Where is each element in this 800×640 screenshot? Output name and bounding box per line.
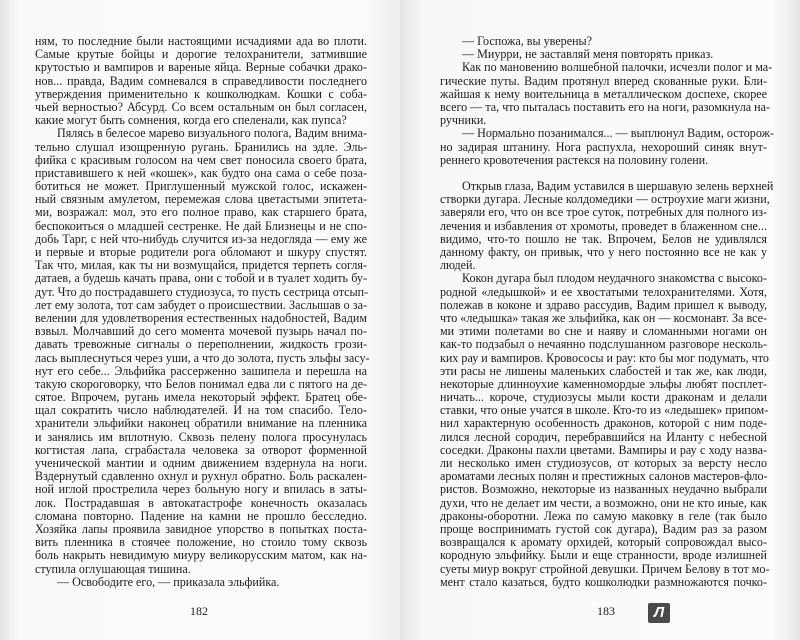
right-page-text — [440, 34, 774, 589]
text-line: ристов. Возможно, некоторые из названных неудачно выбрали — [440, 482, 767, 497]
text-line: ставки, что оные учатся в школе. Кто-то из «ледышек» припом- — [440, 403, 769, 418]
text-line: ный связным амулетом, перемежая слова цветастыми эпитета- — [35, 192, 367, 207]
left-page-text — [35, 34, 370, 589]
text-line: гические путы. Вадим протянул вперед скованные руки. Бли- — [440, 73, 767, 88]
text-line: добь Тарг, с ней что-нибудь случится из-за недогляда — ему же — [35, 231, 367, 246]
text-line: ручники. — [440, 113, 487, 128]
text-line: возвращался к аромату орхидей, который сопровождал высо- — [440, 535, 767, 550]
text-line: Открыв глаза, Вадим уставился в шершавую зелень верхней — [462, 179, 774, 194]
text-line: крутостью и вампиров и вареные яйца. Верные собачки драко- — [35, 60, 367, 75]
text-line: — Освободите его, — приказала эльфийка. — [57, 574, 280, 589]
text-line: беспокоиться о младшей сестренке. Не дай Близнецы и не спо- — [35, 218, 367, 233]
text-line: — Нормально позанимался... — выплюнул Вадим, осторож- — [462, 126, 774, 141]
text-line: нил характерную особенность драконов, которой с ним поде- — [440, 416, 767, 431]
text-line: ми этими полетами во сне и наяву и сломанными ногами он — [440, 324, 767, 339]
publisher-logo: Л — [648, 603, 670, 623]
text-line: такую скороговорку, что Белов понимал едва ли с пятого на де- — [35, 376, 367, 391]
text-line: приставившего к ней «кошек», как будто она сама о себе поза- — [35, 165, 367, 180]
text-line: Так что, милая, как ты ни возмущайся, придется терпеть согля- — [35, 258, 367, 273]
text-line: какие могут быть сомнения, когда его спеленали, как пупса? — [35, 113, 347, 128]
text-line: ми, возражал: мол, это его полное право, как старшего брата, — [35, 205, 367, 220]
text-line: створки дугара. Лесные колдомедики — остроухие маги жизни, — [440, 192, 770, 207]
text-line: лет ему золота, тот сам забудет о происшествии. Заслышав о за- — [35, 297, 367, 312]
text-line: драконы-оборотни. Лежа по самую маковку в геле (так было — [440, 508, 767, 523]
text-line: Хозяйка лапы проявила завидное упорство в попытках поста- — [35, 521, 367, 536]
page-number: 183 — [597, 604, 615, 618]
text-line: лечения и избавления от хромоты, проведет в блаженном сне... — [440, 218, 767, 233]
text-line: Как по мановению волшебной палочки, исчезли полог и ма- — [462, 60, 773, 75]
text-line: давать тревожные сигналы о переполнении, жидкость грози- — [35, 337, 367, 352]
text-line: проще воспринимать густой сок дугара), Вадим раз за разом — [440, 521, 767, 536]
text-line: лок. Пострадавшая в автокатастрофе конечность оказалась — [35, 495, 367, 510]
text-line: когтистая лапа, сграбастала человека за отворот форменной — [35, 442, 367, 457]
text-line: лась выплеснуться через уши, а что до золота, пусть эльфы засу- — [35, 350, 370, 365]
text-line: датаев, а будешь качать права, они с тобой и в туалет ходить бу- — [35, 271, 367, 286]
text-line: ученической мантии и одним движением вздернула на ноги. — [35, 456, 367, 470]
text-line: вить пленника в стоячее положение, но стоило тому сквозь — [35, 535, 367, 550]
text-line: соседки. Драконы пахли цветами. Вампиры и рау с ходу назва- — [440, 442, 767, 457]
text-line: суеты миур вокруг стройной девушки. Причем Белову в тот мо- — [440, 561, 770, 576]
text-line: мент стало казаться, будто кошколюдки размножаются почко- — [440, 574, 767, 589]
text-line: родной «ледышкой» и ее хвостатыми телохранителями. Хотя, — [440, 284, 767, 299]
text-line: — Госпожа, вы уверены? — [462, 34, 593, 48]
text-line: заверяли его, что он все трое суток, потребных для полного из- — [440, 205, 767, 220]
text-line: некоторые длинноухие каменномордые эльфы любят посплет- — [440, 376, 767, 391]
text-line: и первые и вторые родители рога обломают и шкуру спустят. — [35, 245, 367, 259]
text-line: и занялись им вплотную. Сквозь пелену полога просунулась — [35, 429, 367, 444]
text-line: нут его себе... Эльфийка рассерженно зашипела и перешла на — [35, 363, 367, 378]
text-line: Самые крутые бойцы и дорогие телохранители, затмившие — [35, 47, 367, 62]
page-number: 182 — [190, 604, 208, 618]
text-line: Кокон дугара был плодом неудачного знакомства с высоко- — [462, 271, 767, 286]
text-line: людей. — [440, 258, 476, 273]
text-line: кородную эльфийку. Были и еще странности, вроде излишней — [440, 548, 767, 563]
text-line: жайшая к нему воительница в металлическом доспехе, скорее — [440, 86, 767, 101]
text-line: всего — та, что пыталась поставить его на ноги, разомкнула на- — [440, 99, 771, 114]
text-line: тельно слушал изощренную ругань. Бранились на эдле. Эль- — [35, 139, 367, 154]
text-line: Вздернутый сдавленно охнул и рухнул обратно. Боль раскален- — [35, 469, 367, 484]
text-line: ступила оглушающая тишина. — [35, 561, 191, 576]
text-line: щал сократить число наблюдателей. И на том спасибо. Тело- — [35, 403, 367, 418]
text-line: Пялясь в белесое марево визуального полога, Вадим внима- — [57, 126, 367, 141]
text-line: ной иглой прострелила через больную ногу и впилась в заты- — [35, 482, 367, 497]
text-line: ли несколько имен студиозусов, от которых за версту несло — [440, 456, 767, 470]
text-line: сятое. Впрочем, ругань имела некоторый эффект. Братец обе- — [35, 390, 367, 405]
text-line: нов... правда, Вадим сомневался в справедливости последнего — [35, 73, 367, 88]
text-line: эти расы не лишены маленьких слабостей и так же, как люди, — [440, 363, 767, 378]
text-line: сломана повторно. Падение на камни не прошло бесследно. — [35, 508, 367, 523]
text-line: видимо, что-то пошло не так. Впрочем, Белов не удивлялся — [440, 231, 767, 246]
text-line: ничать... короче, студиозусы мыли кости драконам и делали — [440, 390, 767, 405]
text-line: утверждения применительно к кошколюдкам. Кошки с соба- — [35, 86, 367, 101]
text-line: чьей верностью? Абсурд. Со всем остальным он был согласен, — [35, 99, 367, 114]
text-line: реннего кровотечения растекся на половину голени. — [440, 152, 709, 167]
text-line: боль накрыть невидимую миуру великорусским матом, как на- — [35, 548, 367, 563]
text-line: ароматами лесных полян и престижных салонов мастеров-фло- — [440, 469, 768, 484]
text-line: фийка с красивым голосом на чем свет поносила своего брата, — [35, 152, 367, 167]
text-line: духи, что не делает им чести, а возможно, они не кто иные, как — [440, 495, 767, 510]
text-line: как-то подзабыл о нечаянно подслушанном разговоре несколь- — [440, 337, 767, 352]
text-line: хранители эльфийки наконец обратили внимание на пленника — [35, 416, 367, 431]
right-page — [400, 0, 800, 640]
text-line: полежав в коконе и здраво рассудив, Вадим пришел к выводу, — [440, 297, 767, 312]
text-line: — Миурри, не заставляй меня повторять приказ. — [462, 47, 714, 62]
text-line: ботиться не может. Приглушенный мужской голос, искажен- — [35, 179, 367, 194]
text-line: ких рау и вампиров. Кровососы и рау: кто бы мог подумать, что — [440, 350, 769, 365]
text-line: лился лесной сородич, перебравшийся на Иланту с небесной — [440, 429, 767, 444]
text-line: что «ледышка» такая же эльфийка, как он — космонавт. За все- — [440, 310, 767, 325]
text-line: дут. Что до пострадавшего студиозуса, то пусть сестрица отсып- — [35, 284, 369, 299]
text-line: данному факту, он привык, что у него постоянно все не как у — [440, 245, 767, 259]
text-line: велении для удовлетворения естественных надобностей, Вадим — [35, 310, 367, 325]
text-line: ням, то последние были настоящими исчадиями ада во плоти. — [35, 34, 367, 48]
text-line: но задирая штанину. Нога распухла, нехороший синяк внут- — [440, 139, 767, 154]
text-line: взвыл. Молчавший до сего момента мочевой пузырь начал по- — [35, 324, 367, 339]
